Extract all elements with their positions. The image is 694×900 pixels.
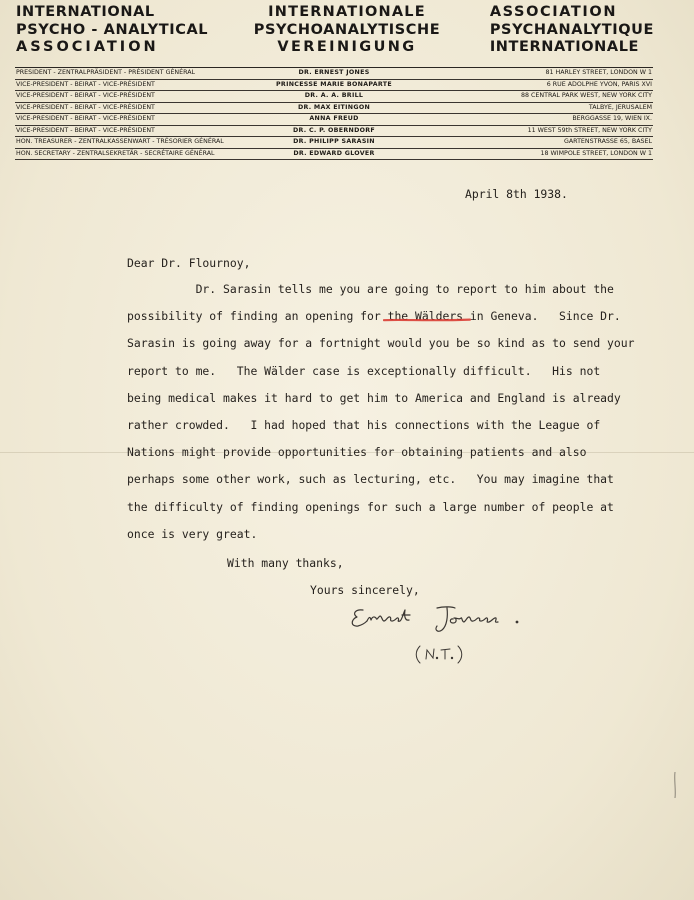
officer-row xyxy=(15,137,653,149)
letter-body-line: rather crowded. I had hoped that his connections with the League of xyxy=(127,417,601,432)
officer-address: 18 WIMPOLE STREET, LONDON W 1 xyxy=(540,149,652,157)
officers-table xyxy=(15,67,653,160)
officer-title: VICE-PRESIDENT - BEIRAT - VICE-PRÉSIDENT xyxy=(16,92,155,99)
letterhead-french-line: INTERNATIONALE xyxy=(489,39,640,55)
letter-body-line: Sarasin is going away for a fortnight would you be so kind as to send your xyxy=(127,336,635,351)
officer-address: 81 HARLEY STREET, LONDON W 1 xyxy=(545,69,652,76)
pencil-mark xyxy=(671,770,679,800)
letter-date: April 8th 1938. xyxy=(465,187,568,201)
letterhead-german-line: VEREINIGUNG xyxy=(277,39,417,55)
letter-body-line: being medical makes it hard to get him to America and England is already xyxy=(127,390,621,405)
officer-name: PRINCESSE MARIE BONAPARTE xyxy=(276,80,392,88)
officer-name: DR. EDWARD GLOVER xyxy=(293,149,375,157)
officer-name: DR. MAX EITINGON xyxy=(297,103,371,111)
letter-body-line: Dr. Sarasin tells me you are going to report to him about the xyxy=(127,282,614,296)
letterhead-french-line: PSYCHANALYTIQUE xyxy=(489,21,654,38)
officer-address: 6 RUE ADOLPHE YVON, PARIS XVI xyxy=(546,80,652,88)
officer-title: VICE-PRESIDENT - BEIRAT - VICE-PRÉSIDENT xyxy=(16,103,155,111)
officer-name: ANNA FREUD xyxy=(309,115,359,122)
officer-title: VICE-PRESIDENT - BEIRAT - VICE-PRÉSIDENT xyxy=(16,80,155,88)
letterhead-german-line: INTERNATIONALE xyxy=(268,4,426,20)
letter-body xyxy=(127,282,634,554)
letter-body-line: possibility of finding an opening for the Wälders in Geneva. Since Dr. xyxy=(127,309,621,324)
officer-title: PRESIDENT - ZENTRALPRÄSIDENT - PRÉSIDENT GÉNÉRAL xyxy=(16,69,196,76)
officer-row xyxy=(15,91,653,103)
letter-body-line: report to me. The Wälder case is exceptionally difficult. His not xyxy=(127,363,601,378)
officer-title: HON. SECRETARY - ZENTRALSEKRETÄR - SECRÉTAIRE GÉNÉRAL xyxy=(16,149,215,157)
officer-address: TALBYE, JERUSALEM xyxy=(588,103,652,111)
letterhead-english-line: INTERNATIONAL xyxy=(16,4,155,20)
officer-row xyxy=(15,149,653,161)
letter-closing: With many thanks, xyxy=(227,556,344,570)
letter-body-line: the difficulty of finding openings for such a large number of people at xyxy=(127,499,614,514)
letter-body-line: Nations might provide opportunities for obtaining patients and also xyxy=(127,445,587,460)
letter-body-line: once is very great. xyxy=(127,526,258,541)
officer-row xyxy=(15,126,653,138)
letterhead-french xyxy=(490,4,654,57)
officer-address: GARTENSTRASSE 65, BASEL xyxy=(563,138,652,145)
letter-salutation: Dear Dr. Flournoy, xyxy=(127,256,251,270)
handwritten-initials xyxy=(412,642,468,666)
officer-row xyxy=(15,103,653,115)
officer-name: DR. C. P. OBERNDORF xyxy=(292,126,376,134)
officer-row xyxy=(15,114,653,126)
letterhead-english-line: PSYCHO - ANALYTICAL xyxy=(16,21,209,38)
officer-row xyxy=(15,68,653,80)
officer-title: VICE-PRESIDENT - BEIRAT - VICE-PRÉSIDENT xyxy=(16,126,155,134)
officer-address: BERGGASSE 19, WIEN IX. xyxy=(572,115,652,122)
officer-title: HON. TREASURER - ZENTRALKASSENWART - TRÉSORIER GÉNÉRAL xyxy=(16,138,224,145)
handwritten-signature xyxy=(345,600,535,640)
letterhead-french-line: ASSOCIATION xyxy=(489,4,618,20)
officer-row xyxy=(15,80,653,92)
letterhead-german-line: PSYCHOANALYTISCHE xyxy=(253,21,441,38)
officer-name: DR. A. A. BRILL xyxy=(304,92,364,99)
officer-title: VICE-PRESIDENT - BEIRAT - VICE-PRÉSIDENT xyxy=(16,115,155,122)
officer-address: 88 CENTRAL PARK WEST, NEW YORK CITY xyxy=(521,92,652,99)
red-pencil-underline xyxy=(383,318,471,322)
officer-name: DR. ERNEST JONES xyxy=(298,69,370,76)
letterhead-english-line: ASSOCIATION xyxy=(16,39,159,55)
officer-address: 11 WEST 59th STREET, NEW YORK CITY xyxy=(527,126,652,134)
letter-body-line: perhaps some other work, such as lecturing, etc. You may imagine that xyxy=(127,472,614,487)
letter-complimentary-close: Yours sincerely, xyxy=(310,583,420,597)
officer-name: DR. PHILIPP SARASIN xyxy=(293,138,375,145)
